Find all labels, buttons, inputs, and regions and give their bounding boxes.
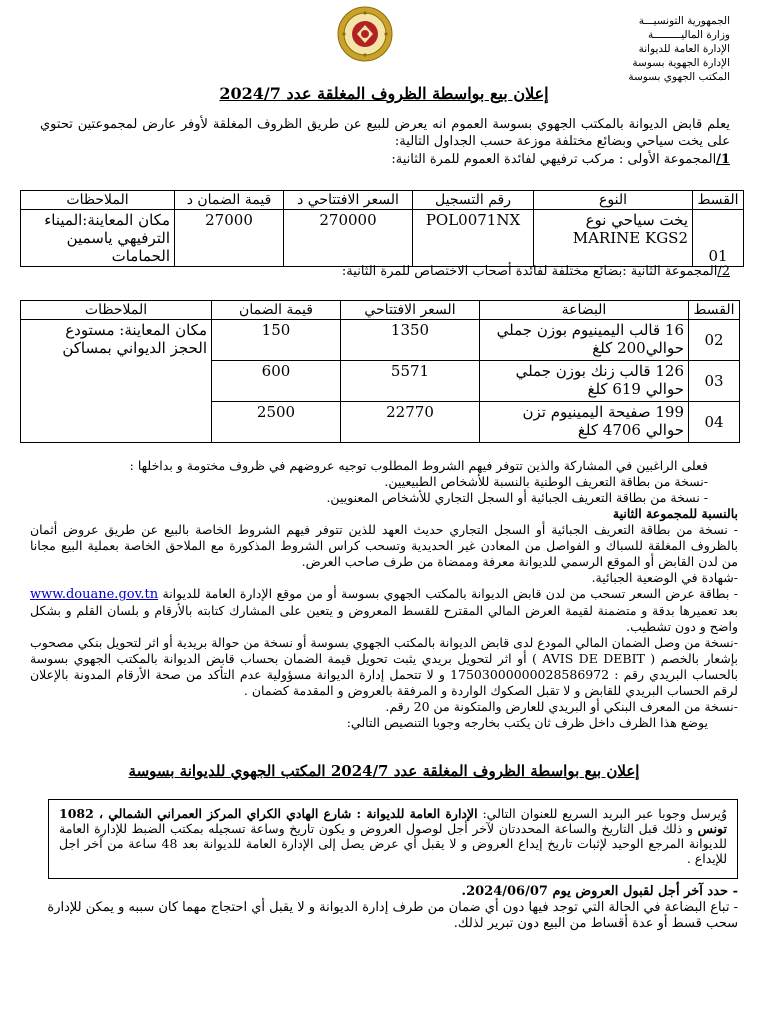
condition-specs: - نسخة من بطاقة التعريف الجبائية أو السجل التجاري حديث العهد للذين تتوفر فيهم الشروط الخاصة بالبيع عن طريق عروض أثمان بالظروف المغلقة للسباك و الفواصل من المعادن غير الحديدية وتسحب كراس الشروط المذكورة مع الملاحق الخاصة بعملية البيع مجانا من لدن القابض أو الموقع الرسمي للديوانة معرفة وممضاة من طرف صاحب العرض. [30,522,738,569]
cell-type: يخت سياحي نوع MARINE KGS2 [534,210,693,267]
group1-number: 1/ [716,152,730,167]
envelope-instruction: يوضع هذا الظرف داخل ظرف ثان يكتب بخارجه وجوبا التنصيص التالي: [346,715,708,730]
th-registration: رقم التسجيل [413,191,534,210]
th-type: النوع [534,191,693,210]
deadline-block [30,884,738,932]
th-notes: الملاحظات [21,191,175,210]
cell-lot: 01 [693,210,744,267]
group2-subheading: بالنسبة للمجموعة الثانية [612,506,738,521]
cell-notes: مكان المعاينة: مستودع الحجز الديواني بمساكن [21,320,212,443]
cell-guarantee: 2500 [212,402,341,443]
conditions-block [30,458,738,731]
deadline-date: - حدد آخر أجل لقبول العروض يوم 2024/06/07. [461,884,738,899]
cell-lot: 03 [689,361,740,402]
cell-notes: مكان المعاينة:الميناء الترفيهي ياسمين الحمامات [21,210,175,267]
group2-number: 2/ [717,264,730,279]
page-title: إعلان بيع بواسطة الظروف المغلقة عدد 2024/7 [219,84,549,103]
address-text: الإدارة العامة للديوانة : شارع الهادي الكراي المركز العمراني الشمالي ، 1082 تونس [59,806,727,836]
group2-heading [40,264,730,279]
cell-lot: 02 [689,320,740,361]
th-guarantee: قيمة الضمان د [175,191,284,210]
th-opening-price: السعر الافتتاحي د [284,191,413,210]
cell-guarantee: 27000 [175,210,284,267]
cell-opening-price: 270000 [284,210,413,267]
table-header-row [21,191,744,210]
th-lot: القسط [689,301,740,320]
intro-paragraph: يعلم قابض الديوانة بالمكتب الجهوي بسوسة العموم انه يعرض للبيع عن طريق الظروف المغلقة لأوفر عارض لمجموعتين تحتوي على يخت سياحي وبضائع مختلفة موزعة حسب الجداول التالية: [40,117,730,149]
group1-text: المجموعة الأولى : مركب ترفيهي لفائدة العموم للمرة الثانية: [391,152,717,167]
cell-opening-price: 1350 [341,320,480,361]
condition-tax-certificate: -شهادة في الوضعية الجبائية. [591,570,738,585]
cell-guarantee: 600 [212,361,341,402]
th-goods: البضاعة [480,301,689,320]
conditions-intro: فعلى الراغبين في المشاركة والذين تتوفر فيهم الشروط المطلوب توجيه عروضهم في ظروف مختومة و بداخلها : [129,458,708,473]
table-header-row [21,301,740,320]
price-card-text-a: - بطاقة عرض السعر تسحب من لدن قابض الديوانة بالمكتب الجهوي بسوسة أو من موقع الإدارة العامة للديوانة [162,586,738,601]
cell-lot: 04 [689,402,740,443]
price-card-text-b: بعد تعميرها بدقة و متضمنة لقيمة العرض المالي المقترح للقسط المعروض و يتعين على المشارك كتابته بالأرقام و بلسان القلم و بشكل واضح و دون تشطيب. [30,603,738,634]
address-intro: وُيرسل وجوبا عبر البريد السريع للعنوان التالي: [482,806,727,821]
cell-opening-price: 5571 [341,361,480,402]
header-block [560,14,730,84]
douane-website-link[interactable]: www.douane.gov.tn [30,587,159,602]
header-line-1: الجمهورية التونسيـــة [638,15,730,27]
customs-seal-icon [337,6,393,62]
group1-heading [40,151,730,168]
condition-guarantee-receipt: -نسخة من وصل الضمان المالي المودع لدى قابض الديوانة بالمكتب الجهوي بسوسة أو نسخة من حوالة بريدية أو اثر لتحويل بنكي مصحوب بإشعار بالخصم ( AVIS DE DEBIT ) أو اثر لتحويل بريدي يثبت تحويل قيمة الضمان بحساب قابض الديوانة بالمكتب الجهوي بسوسة بالحساب البريدي رقم : 17503000000028586972 و لا تتحمل إدارة الديوانة مسؤولية عدم التأكد من صحة الأرقام المدونة بالإعلان لرقم الحساب البريدي للقابض و لا تقبل الصكوك الواردة و المرفقة بالعروض و المقدمة كضمان . [29,635,738,698]
th-notes: الملاحظات [21,301,212,320]
group2-text: المجموعة الثانية :بضائع مختلفة لفائدة أصحاب الاختصاص للمرة الثانية: [341,264,718,279]
header-line-5: المكتب الجهوي بسوسة [628,71,730,83]
address-box [48,799,738,879]
address-deadline-text: و ذلك قبل التاريخ والساعة المحددتان لآخر أجل لوصول العروض و يكون تاريخ وساعة تسجيله بمكتب الضبط للإدارة العامة للديوانة المرجع الوحيد لإثبات تاريخ إيداع العروض و لا يقبل أي عرض يصل إلى الإدارة العامة للديوانة بعد 48 ساعة من آخر اجل للإيداع . [59,821,727,866]
condition-id-card: -نسخة من بطاقة التعريف الوطنية بالنسبة للأشخاص الطبيعيين. [384,474,708,489]
cell-registration: POL0071NX [413,210,534,267]
cell-goods: 199 صفيحة اليمينيوم تزن حوالي 4706 كلغ [480,402,689,443]
condition-price-card [30,586,738,635]
table-row [21,320,740,361]
cell-goods: 16 قالب اليمينيوم بوزن جملي حوالي200 كلغ [480,320,689,361]
envelope-title: إعلان بيع بواسطة الظروف المغلقة عدد 2024/7 المكتب الجهوي للديوانة بسوسة [128,762,640,780]
th-lot: القسط [693,191,744,210]
table-row [21,210,744,267]
th-guarantee: قيمة الضمان [212,301,341,320]
deadline-note: - تباع البضاعة في الحالة التي توجد فيها دون أي ضمان من طرف إدارة الديوانة و لا يقبل أي احتجاج مهما كان سببه و يمكن للإدارة سحب قسط أو عدة أقساط من البيع دون تبرير لذلك. [47,900,738,931]
cell-guarantee: 150 [212,320,341,361]
cell-goods: 126 قالب زنك بوزن جملي حوالي 619 كلغ [480,361,689,402]
header-line-2: وزارة الماليـــــــــة [647,29,730,41]
condition-tax-card: - نسخة من بطاقة التعريف الجبائية أو السجل التجاري للأشخاص المعنويين. [326,490,708,505]
condition-bank-id: -نسخة من المعرف البنكي أو البريدي للعارض والمتكونة من 20 رقم. [385,699,738,714]
header-line-4: الإدارة الجهوية بسوسة [632,57,730,69]
th-opening-price: السعر الافتتاحي [341,301,480,320]
header-line-3: الإدارة العامة للديوانة [638,43,730,55]
group2-table [20,300,740,443]
group1-table [20,190,744,267]
cell-opening-price: 22770 [341,402,480,443]
